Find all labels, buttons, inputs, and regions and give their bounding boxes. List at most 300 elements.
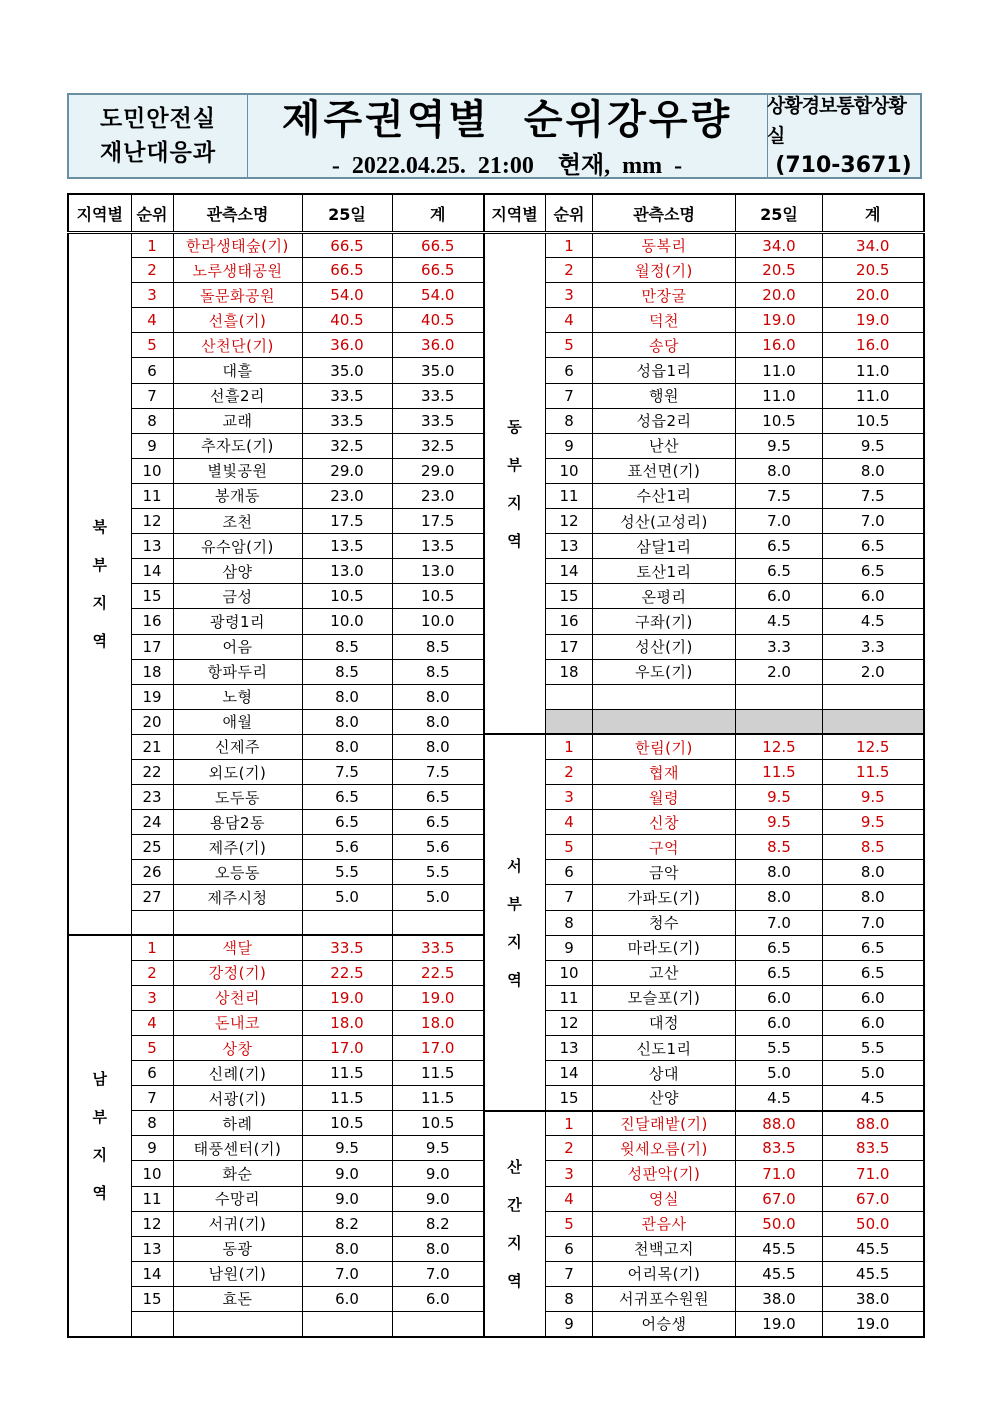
rank-cell: 2 (131, 258, 173, 283)
total-rain-cell: 88.0 (823, 1111, 924, 1136)
day-rain-cell: 8.0 (302, 684, 392, 709)
day-rain-cell: 8.0 (736, 458, 823, 483)
total-rain-cell: 19.0 (823, 308, 924, 333)
day-rain-cell: 13.5 (302, 534, 392, 559)
rank-cell: 18 (131, 659, 173, 684)
total-rain-cell: 5.0 (392, 885, 484, 910)
table-row (484, 1312, 924, 1337)
station-cell: 제주(기) (173, 835, 302, 860)
station-cell: 삼달1리 (593, 534, 736, 559)
day-rain-cell: 8.5 (302, 659, 392, 684)
station-cell: 협재 (593, 759, 736, 784)
day-rain-cell: 11.0 (736, 383, 823, 408)
station-cell: 우도(기) (593, 659, 736, 684)
rank-cell: 4 (546, 308, 593, 333)
station-cell: 모슬포(기) (593, 985, 736, 1010)
table-row (68, 785, 484, 810)
total-rain-cell: 11.5 (392, 1061, 484, 1086)
station-cell: 행원 (593, 383, 736, 408)
table-row (484, 283, 924, 308)
station-cell: 강정(기) (173, 960, 302, 985)
table-row (484, 1261, 924, 1286)
col-header-rank: 순위 (131, 194, 173, 233)
total-rain-cell: 8.5 (823, 835, 924, 860)
total-rain-cell: 7.0 (823, 910, 924, 935)
total-rain-cell: 8.2 (392, 1211, 484, 1236)
rank-cell: 8 (546, 408, 593, 433)
day-rain-cell: 22.5 (302, 960, 392, 985)
station-cell: 용담2동 (173, 810, 302, 835)
total-rain-cell: 50.0 (823, 1211, 924, 1236)
rank-cell: 10 (131, 1161, 173, 1186)
table-row (68, 759, 484, 784)
rank-cell: 14 (131, 1261, 173, 1286)
table-row (484, 1036, 924, 1061)
rank-cell: 3 (131, 283, 173, 308)
table-row (68, 283, 484, 308)
rank-cell: 8 (546, 1286, 593, 1311)
total-rain-cell: 23.0 (392, 483, 484, 508)
day-rain-cell: 8.0 (302, 734, 392, 759)
station-cell: 관음사 (593, 1211, 736, 1236)
total-rain-cell: 9.0 (392, 1186, 484, 1211)
station-cell: 수산1리 (593, 483, 736, 508)
table-row (68, 860, 484, 885)
col-header-rank: 순위 (546, 194, 593, 233)
station-cell: 어리목(기) (593, 1261, 736, 1286)
total-rain-cell: 18.0 (392, 1010, 484, 1035)
table-row (68, 433, 484, 458)
day-rain-cell: 11.5 (302, 1061, 392, 1086)
rainfall-table-left (67, 193, 485, 1338)
total-rain-cell: 13.5 (392, 534, 484, 559)
day-rain-cell: 32.5 (302, 433, 392, 458)
station-cell: 돌문화공원 (173, 283, 302, 308)
station-cell (173, 1312, 302, 1337)
office-phone: (710-3671) (775, 153, 912, 178)
table-row (68, 258, 484, 283)
station-cell: 대정 (593, 1010, 736, 1035)
rank-cell: 5 (546, 1211, 593, 1236)
table-row (68, 233, 484, 258)
page-subtitle: - 2022.04.25. 21:00 현재, mm - (331, 153, 683, 179)
rank-cell: 2 (546, 258, 593, 283)
total-rain-cell: 10.5 (823, 408, 924, 433)
total-rain-cell: 4.5 (823, 1086, 924, 1111)
region-label-south: 남 부 지 역 (68, 935, 131, 1337)
day-rain-cell: 66.5 (302, 233, 392, 258)
total-rain-cell: 10.5 (392, 584, 484, 609)
station-cell: 동복리 (593, 233, 736, 258)
total-rain-cell: 10.0 (392, 609, 484, 634)
total-rain-cell: 17.0 (392, 1036, 484, 1061)
total-rain-cell: 8.0 (392, 1236, 484, 1261)
day-rain-cell: 71.0 (736, 1161, 823, 1186)
day-rain-cell (736, 709, 823, 734)
rank-cell: 23 (131, 785, 173, 810)
day-rain-cell: 17.5 (302, 509, 392, 534)
rank-cell: 27 (131, 885, 173, 910)
total-rain-cell: 19.0 (823, 1312, 924, 1337)
table-row (68, 885, 484, 910)
day-rain-cell: 4.5 (736, 609, 823, 634)
station-cell: 천백고지 (593, 1236, 736, 1261)
rank-cell: 6 (131, 358, 173, 383)
rank-cell: 4 (546, 1186, 593, 1211)
table-row (484, 458, 924, 483)
table-row (68, 1136, 484, 1161)
station-cell: 상천리 (173, 985, 302, 1010)
total-rain-cell: 8.0 (823, 860, 924, 885)
table-row (484, 785, 924, 810)
col-header-station: 관측소명 (173, 194, 302, 233)
total-rain-cell: 8.0 (392, 709, 484, 734)
day-rain-cell: 13.0 (302, 559, 392, 584)
total-rain-cell: 33.5 (392, 408, 484, 433)
day-rain-cell: 3.3 (736, 634, 823, 659)
station-cell: 화순 (173, 1161, 302, 1186)
station-cell: 노형 (173, 684, 302, 709)
rank-cell: 7 (131, 383, 173, 408)
station-cell: 상대 (593, 1061, 736, 1086)
rank-cell: 7 (546, 383, 593, 408)
total-rain-cell: 6.0 (823, 1010, 924, 1035)
rank-cell: 1 (131, 233, 173, 258)
day-rain-cell: 33.5 (302, 383, 392, 408)
station-cell: 어승생 (593, 1312, 736, 1337)
rank-cell: 11 (131, 483, 173, 508)
day-rain-cell: 6.5 (736, 534, 823, 559)
day-rain-cell: 9.5 (736, 785, 823, 810)
station-cell: 노루생태공원 (173, 258, 302, 283)
day-rain-cell: 8.5 (302, 634, 392, 659)
day-rain-cell: 12.5 (736, 734, 823, 759)
station-cell: 신제주 (173, 734, 302, 759)
total-rain-cell: 5.5 (823, 1036, 924, 1061)
rank-cell: 6 (131, 1061, 173, 1086)
day-rain-cell: 5.5 (302, 860, 392, 885)
total-rain-cell: 32.5 (392, 433, 484, 458)
total-rain-cell: 8.0 (823, 885, 924, 910)
station-cell: 남원(기) (173, 1261, 302, 1286)
total-rain-cell: 33.5 (392, 383, 484, 408)
station-cell: 교래 (173, 408, 302, 433)
day-rain-cell: 5.6 (302, 835, 392, 860)
rank-cell: 2 (546, 759, 593, 784)
station-cell: 대흘 (173, 358, 302, 383)
table-row (484, 1061, 924, 1086)
day-rain-cell: 6.0 (736, 584, 823, 609)
day-rain-cell: 83.5 (736, 1136, 823, 1161)
day-rain-cell: 18.0 (302, 1010, 392, 1035)
total-rain-cell: 45.5 (823, 1261, 924, 1286)
day-rain-cell: 19.0 (302, 985, 392, 1010)
table-row (484, 383, 924, 408)
region-label-east: 동 부 지 역 (484, 233, 546, 735)
total-rain-cell: 9.5 (823, 785, 924, 810)
day-rain-cell: 20.0 (736, 283, 823, 308)
station-cell: 수망리 (173, 1186, 302, 1211)
station-cell (173, 910, 302, 935)
day-rain-cell: 8.0 (302, 709, 392, 734)
rank-cell: 15 (131, 584, 173, 609)
total-rain-cell: 16.0 (823, 333, 924, 358)
station-cell: 색달 (173, 935, 302, 960)
station-cell: 윗세오름(기) (593, 1136, 736, 1161)
table-row (68, 509, 484, 534)
department-block (69, 95, 248, 177)
table-row (68, 985, 484, 1010)
total-rain-cell: 20.0 (823, 283, 924, 308)
rank-cell: 7 (131, 1086, 173, 1111)
station-cell: 오등동 (173, 860, 302, 885)
rank-cell: 10 (131, 458, 173, 483)
total-rain-cell: 2.0 (823, 659, 924, 684)
table-row (484, 584, 924, 609)
day-rain-cell: 17.0 (302, 1036, 392, 1061)
total-rain-cell: 13.0 (392, 559, 484, 584)
station-cell: 산양 (593, 1086, 736, 1111)
total-rain-cell: 83.5 (823, 1136, 924, 1161)
day-rain-cell: 10.5 (736, 408, 823, 433)
region-label-north: 북 부 지 역 (68, 233, 131, 936)
table-row (484, 358, 924, 383)
rank-cell: 6 (546, 358, 593, 383)
table-header-row (68, 194, 484, 233)
total-rain-cell: 20.5 (823, 258, 924, 283)
table-row (68, 358, 484, 383)
rank-cell: 9 (131, 1136, 173, 1161)
table-row (484, 960, 924, 985)
rank-cell: 22 (131, 759, 173, 784)
rank-cell: 2 (131, 960, 173, 985)
total-rain-cell: 6.0 (823, 584, 924, 609)
table-row (484, 1286, 924, 1311)
table-row (68, 383, 484, 408)
station-cell: 하례 (173, 1111, 302, 1136)
day-rain-cell: 19.0 (736, 1312, 823, 1337)
day-rain-cell: 38.0 (736, 1286, 823, 1311)
day-rain-cell (302, 910, 392, 935)
day-rain-cell (302, 1312, 392, 1337)
table-row (68, 910, 484, 935)
rank-cell: 14 (546, 1061, 593, 1086)
right-table-body (484, 233, 924, 1337)
total-rain-cell: 19.0 (392, 985, 484, 1010)
rank-cell: 2 (546, 1136, 593, 1161)
table-row (484, 534, 924, 559)
station-cell: 금악 (593, 860, 736, 885)
table-row (484, 308, 924, 333)
station-cell: 애월 (173, 709, 302, 734)
total-rain-cell: 7.5 (392, 759, 484, 784)
rank-cell: 11 (546, 985, 593, 1010)
rank-cell: 5 (131, 333, 173, 358)
station-cell: 선흘(기) (173, 308, 302, 333)
total-rain-cell (392, 910, 484, 935)
station-cell: 조천 (173, 509, 302, 534)
day-rain-cell: 88.0 (736, 1111, 823, 1136)
day-rain-cell: 8.0 (736, 885, 823, 910)
total-rain-cell: 6.0 (392, 1286, 484, 1311)
total-rain-cell: 36.0 (392, 333, 484, 358)
station-cell: 유수암(기) (173, 534, 302, 559)
rank-cell: 9 (546, 935, 593, 960)
station-cell: 돈내코 (173, 1010, 302, 1035)
table-row (68, 534, 484, 559)
table-row (484, 509, 924, 534)
rank-cell: 9 (131, 433, 173, 458)
day-rain-cell: 11.5 (302, 1086, 392, 1111)
total-rain-cell: 7.0 (392, 1261, 484, 1286)
total-rain-cell: 9.5 (823, 810, 924, 835)
table-row (68, 1236, 484, 1261)
total-rain-cell: 11.0 (823, 358, 924, 383)
table-row (68, 835, 484, 860)
day-rain-cell: 6.5 (302, 785, 392, 810)
table-row (484, 559, 924, 584)
rank-cell: 12 (131, 1211, 173, 1236)
table-row (484, 709, 924, 734)
total-rain-cell: 6.5 (392, 810, 484, 835)
day-rain-cell: 9.5 (302, 1136, 392, 1161)
col-header-station: 관측소명 (593, 194, 736, 233)
total-rain-cell: 54.0 (392, 283, 484, 308)
station-cell: 덕천 (593, 308, 736, 333)
day-rain-cell: 7.5 (302, 759, 392, 784)
total-rain-cell: 7.5 (823, 483, 924, 508)
total-rain-cell: 8.5 (392, 659, 484, 684)
day-rain-cell: 45.5 (736, 1261, 823, 1286)
table-row (484, 1136, 924, 1161)
day-rain-cell: 10.5 (302, 584, 392, 609)
total-rain-cell (392, 1312, 484, 1337)
station-cell: 표선면(기) (593, 458, 736, 483)
rank-cell: 1 (546, 233, 593, 258)
table-row (68, 1286, 484, 1311)
rank-cell: 11 (131, 1186, 173, 1211)
day-rain-cell: 4.5 (736, 1086, 823, 1111)
rank-cell: 8 (131, 408, 173, 433)
station-cell: 태풍센터(기) (173, 1136, 302, 1161)
table-row (68, 308, 484, 333)
station-cell: 서귀(기) (173, 1211, 302, 1236)
rank-cell: 12 (546, 509, 593, 534)
rank-cell: 15 (546, 1086, 593, 1111)
table-row (484, 433, 924, 458)
page-title: 제주권역별 순위강우량 (281, 97, 733, 143)
station-cell: 신창 (593, 810, 736, 835)
station-cell: 삼양 (173, 559, 302, 584)
station-cell: 봉개동 (173, 483, 302, 508)
table-row (484, 759, 924, 784)
region-label-west: 서 부 지 역 (484, 734, 546, 1110)
station-cell: 고산 (593, 960, 736, 985)
day-rain-cell: 29.0 (302, 458, 392, 483)
total-rain-cell: 6.0 (823, 985, 924, 1010)
station-cell: 가파도(기) (593, 885, 736, 910)
total-rain-cell: 8.5 (392, 634, 484, 659)
total-rain-cell: 71.0 (823, 1161, 924, 1186)
day-rain-cell: 6.5 (736, 559, 823, 584)
table-row (68, 1061, 484, 1086)
table-row (68, 659, 484, 684)
rank-cell: 17 (546, 634, 593, 659)
rank-cell: 21 (131, 734, 173, 759)
department-line2: 재난대응과 (99, 140, 217, 166)
total-rain-cell: 10.5 (392, 1111, 484, 1136)
table-row (484, 258, 924, 283)
rank-cell: 1 (546, 1111, 593, 1136)
station-cell: 효돈 (173, 1286, 302, 1311)
rank-cell: 15 (131, 1286, 173, 1311)
rank-cell: 3 (131, 985, 173, 1010)
day-rain-cell: 8.0 (302, 1236, 392, 1261)
day-rain-cell: 8.5 (736, 835, 823, 860)
station-cell (593, 709, 736, 734)
station-cell: 송당 (593, 333, 736, 358)
day-rain-cell: 10.0 (302, 609, 392, 634)
table-row (484, 935, 924, 960)
day-rain-cell: 5.5 (736, 1036, 823, 1061)
table-row (484, 634, 924, 659)
total-rain-cell: 7.0 (823, 509, 924, 534)
table-row (484, 860, 924, 885)
day-rain-cell: 5.0 (736, 1061, 823, 1086)
rank-cell: 9 (546, 433, 593, 458)
rank-cell: 9 (546, 1312, 593, 1337)
station-cell: 성산(기) (593, 634, 736, 659)
rank-cell: 12 (131, 509, 173, 534)
station-cell: 서광(기) (173, 1086, 302, 1111)
rank-cell: 6 (546, 860, 593, 885)
station-cell: 제주시청 (173, 885, 302, 910)
col-header-day: 25일 (736, 194, 823, 233)
station-cell: 신도1리 (593, 1036, 736, 1061)
station-cell: 성판악(기) (593, 1161, 736, 1186)
rank-cell: 17 (131, 634, 173, 659)
total-rain-cell: 8.0 (392, 734, 484, 759)
station-cell: 성읍1리 (593, 358, 736, 383)
table-row (68, 634, 484, 659)
day-rain-cell: 6.0 (736, 985, 823, 1010)
table-row (68, 1161, 484, 1186)
total-rain-cell (823, 684, 924, 709)
day-rain-cell: 33.5 (302, 935, 392, 960)
station-cell: 청수 (593, 910, 736, 935)
total-rain-cell: 5.6 (392, 835, 484, 860)
table-row (484, 1161, 924, 1186)
table-row (484, 1236, 924, 1261)
station-cell: 항파두리 (173, 659, 302, 684)
rank-cell: 14 (546, 559, 593, 584)
total-rain-cell: 5.0 (823, 1061, 924, 1086)
table-row (68, 684, 484, 709)
total-rain-cell: 67.0 (823, 1186, 924, 1211)
title-block (247, 95, 768, 177)
rank-cell: 10 (546, 960, 593, 985)
total-rain-cell: 6.5 (823, 534, 924, 559)
rank-cell: 3 (546, 283, 593, 308)
table-row (68, 1111, 484, 1136)
day-rain-cell: 8.0 (736, 860, 823, 885)
col-header-total: 계 (823, 194, 924, 233)
table-row (484, 910, 924, 935)
table-row (68, 1261, 484, 1286)
station-cell: 구억 (593, 835, 736, 860)
day-rain-cell: 7.5 (736, 483, 823, 508)
station-cell: 산천단(기) (173, 333, 302, 358)
